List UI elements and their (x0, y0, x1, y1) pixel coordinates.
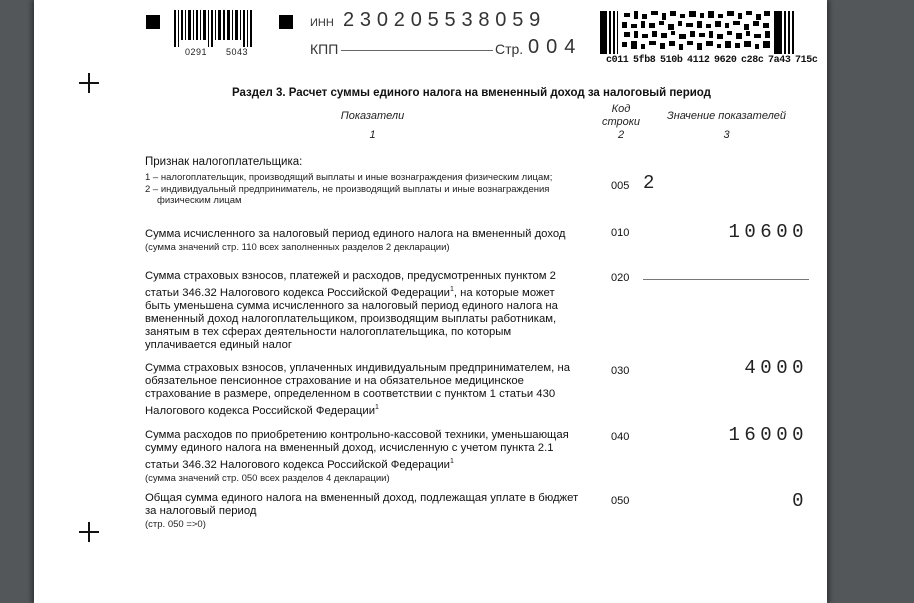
column-header-code-line2: строки (601, 116, 641, 128)
row-005-title: Признак налогоплательщика: (145, 156, 303, 168)
row-030-line-3: страхование в размере, определенном в соответствии с пунктом 1 статьи 430 (145, 388, 556, 400)
column-number-1: 1 (369, 129, 376, 141)
row-040-note: (сумма значений стр. 050 всех разделов 4 декларации) (145, 473, 390, 484)
column-header-code (596, 103, 646, 142)
row-040-line-3: статьи 346.32 Налогового кодекса Российской Федерации$^1$ (145, 458, 454, 471)
row-050-note: (стр. 050 =>0) (145, 519, 206, 530)
linear-barcode (174, 10, 252, 47)
column-header-values: Значение показателей (666, 110, 787, 122)
row-010-value[interactable]: 10600 (728, 221, 808, 243)
page-label: Стр. (495, 41, 524, 57)
row-030-line-2: обязательное пенсионное страхование и на обязательное медицинское (145, 375, 524, 387)
row-005-value[interactable]: 2 (643, 172, 659, 194)
kpp-label: КПП (310, 41, 339, 57)
footnote-marker: 1 (449, 286, 454, 293)
row-040-line-2: сумму единого налога на вмененный доход, исчисленную с учетом пункта 2.1 (145, 442, 554, 454)
row-050-description (145, 492, 600, 531)
inn-label: инн (310, 13, 334, 30)
row-020-value-empty-line[interactable] (643, 279, 809, 280)
row-050-line-1: Общая сумма единого налога на вмененный доход, подлежащая уплате в бюджет (145, 492, 579, 504)
row-040-description (145, 429, 600, 485)
inn-value: 230205538059 (343, 9, 547, 31)
column-number-2: 2 (617, 129, 625, 141)
footnote-marker: 1 (449, 458, 454, 465)
row-050-line-2: за налоговый период (145, 505, 257, 517)
row-020-line-2: статьи 346.32 Налогового кодекса Российской Федерации$^1$, на которые может (145, 286, 555, 299)
2d-barcode-text: c011 5fb8 510b 4112 9620 c28c 7a43 715c (606, 55, 818, 66)
row-020-line-6: уплачивается единый налог (145, 339, 292, 351)
column-header-code-line1: Код (611, 103, 631, 115)
registration-cross-bottom (79, 522, 99, 542)
row-030-code: 030 (611, 365, 630, 377)
barcode-number-2: 5043 (226, 47, 249, 57)
row-010-note: (сумма значений стр. 110 всех заполненных разделов 2 декларации) (145, 242, 450, 253)
row-050-code: 050 (611, 495, 630, 507)
row-040-code: 040 (611, 431, 630, 443)
column-header-indicators: Показатели (340, 110, 405, 122)
kpp-empty-line (341, 50, 493, 51)
page-number: 004 (528, 36, 583, 58)
row-005-note-1: 1 – налогоплательщик, производящий выплаты и иные вознаграждения физическим лицам; (145, 172, 553, 183)
row-010-code: 010 (611, 227, 630, 239)
row-005-code: 005 (611, 180, 630, 192)
section-title: Раздел 3. Расчет суммы единого налога на вмененный доход за налоговый период (232, 87, 711, 99)
row-020-line-3: быть уменьшена сумма исчисленного за налоговый период единого налога на (145, 300, 558, 312)
row-050-value[interactable]: 0 (792, 490, 808, 512)
row-030-description (145, 362, 600, 418)
corner-marker-right (279, 15, 293, 29)
row-010-description (145, 228, 600, 254)
registration-cross-top (79, 73, 99, 93)
row-020-line-5: занятым в тех сферах деятельности налогоплательщика, по которым (145, 326, 512, 338)
row-030-line-4: Налогового кодекса Российской Федерации$^1$ (145, 404, 379, 417)
2d-barcode (600, 11, 796, 54)
footnote-marker: 1 (375, 404, 379, 411)
row-005-description (145, 156, 600, 207)
row-005-note-3: физическим лицам (157, 195, 242, 206)
row-030-value[interactable]: 4000 (744, 357, 808, 379)
corner-marker-left (146, 15, 160, 29)
row-040-line-1: Сумма расходов по приобретению контрольно-кассовой техники, уменьшающая (145, 429, 569, 441)
barcode-number-1: 0291 (185, 47, 208, 57)
row-020-code: 020 (611, 272, 630, 284)
row-020-line-1: Сумма страховых взносов, платежей и расходов, предусмотренных пунктом 2 (145, 270, 556, 282)
row-030-line-1: Сумма страховых взносов, уплаченных индивидуальным предпринимателем, на (145, 362, 570, 374)
row-005-note-2: 2 – индивидуальный предприниматель, не производящий выплаты и иные вознаграждения (145, 183, 550, 195)
row-020-description (145, 270, 600, 352)
row-020-line-4: вмененный доход налогоплательщиком, производящим выплаты работникам, (145, 313, 557, 325)
row-040-value[interactable]: 16000 (728, 424, 808, 446)
row-010-title: Сумма исчисленного за налоговый период единого налога на вмененный доход (145, 228, 566, 240)
column-number-3: 3 (723, 129, 730, 141)
